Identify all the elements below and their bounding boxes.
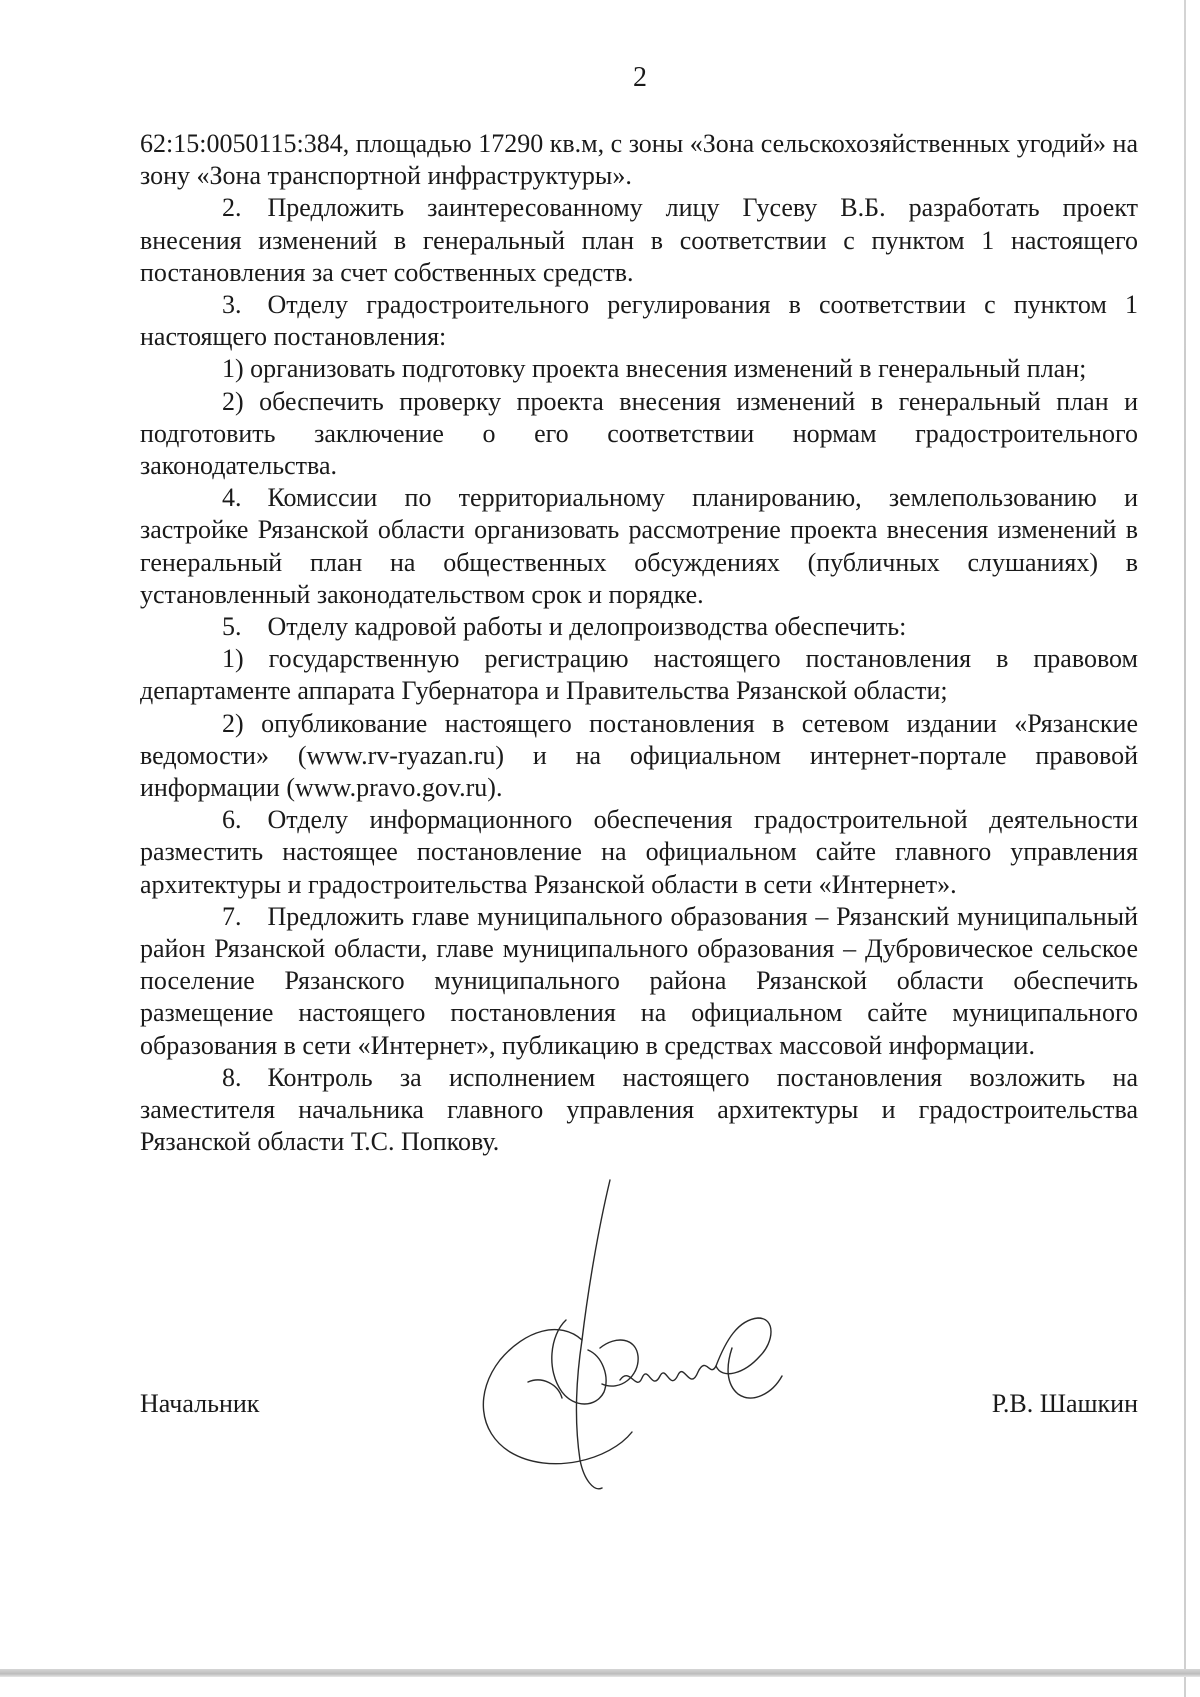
paragraph-item-3-sub-2: 2) обеспечить проверку проекта внесения изменений в генеральный план и подготовить заключение о его соответствии нормам градостроительного законодательства. bbox=[140, 386, 1138, 481]
page-bottom-edge bbox=[0, 1669, 1200, 1677]
signatory-title: Начальник bbox=[140, 1389, 260, 1418]
page-number: 2 bbox=[633, 62, 647, 93]
signatory-name: Р.В. Шашкин bbox=[991, 1389, 1138, 1418]
paragraph-item-7: 7. Предложить главе муниципального образования – Рязанский муниципальный район Рязанской области, главе муниципального образования – Дубровичеcкое сельское поселение Рязанского муниципального района Рязанской области обеспечить размещение настоящего постановления на официальном сайте муниципального образования в сети «Интернет», публикацию в средствах массовой информации. bbox=[140, 901, 1138, 1060]
paragraph-item-5: 5. Отделу кадровой работы и делопроизводства обеспечить: bbox=[222, 612, 907, 642]
document-body bbox=[140, 128, 1138, 1159]
paragraph-item-3: 3. Отделу градостроительного регулирования в соответствии с пунктом 1 настоящего постановления: bbox=[140, 290, 1138, 352]
paragraph-item-2: 2. Предложить заинтересованному лицу Гусеву В.Б. разработать проект внесения изменений в генеральный план в соответствии с пунктом 1 настоящего постановления за счет собственных средств. bbox=[140, 193, 1138, 287]
paragraph-item-8: 8. Контроль за исполнением настоящего постановления возложить на заместителя начальника главного управления архитектуры и градостроительства Рязанской области Т.С. Попкову. bbox=[140, 1062, 1138, 1157]
paragraph-item-5-sub-1: 1) государственную регистрацию настоящего постановления в правовом департаменте аппарата Губернатора и Правительства Рязанской области; bbox=[140, 644, 1138, 706]
paragraph-item-5-sub-2: 2) опубликование настоящего постановления в сетевом издании «Рязанские ведомости» (www.rv-ryazan.ru) и на официальном интернет-портале правовой информации (www.pravo.gov.ru). bbox=[140, 708, 1138, 803]
paragraph-item-3-sub-1: 1) организовать подготовку проекта внесения изменений в генеральный план; bbox=[222, 354, 1087, 384]
paragraph-cadastral-zone: 62:15:0050115:384, площадью 17290 кв.м, с зоны «Зона сельскохозяйственных угодий» на зону «Зона транспортной инфраструктуры». bbox=[140, 129, 1138, 191]
handwritten-signature bbox=[470, 1170, 810, 1500]
paragraph-item-4: 4. Комиссии по территориальному планированию, землепользованию и застройке Рязанской области организовать рассмотрение проекта внесения изменений в генеральный план на общественных обсуждениях (публичных слушаниях) в установленный законодательством срок и порядке. bbox=[140, 483, 1138, 609]
page-right-edge bbox=[1184, 0, 1186, 1697]
paragraph-item-6: 6. Отделу информационного обеспечения градостроительной деятельности разместить настоящее постановление на официальном сайте главного управления архитектуры и градостроительства Рязанской области в сети «Интернет». bbox=[140, 805, 1138, 899]
